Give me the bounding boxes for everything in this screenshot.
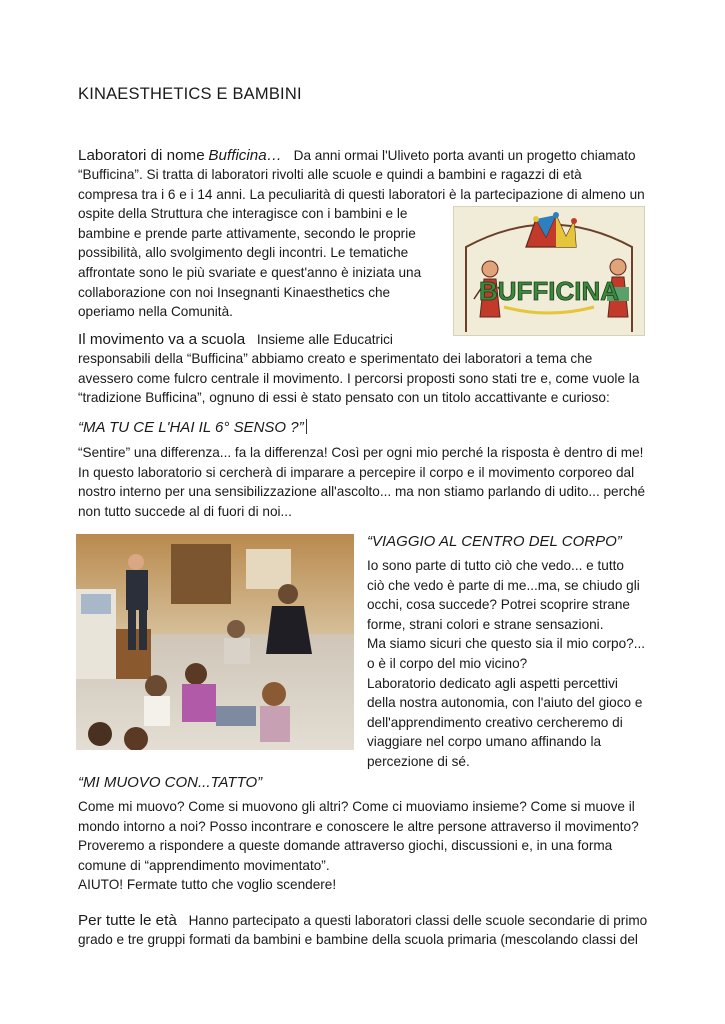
sec5-line: Proveremo a rispondere a queste domande attraverso giochi, discussioni e, in una forma	[78, 838, 613, 854]
sec1-line: operiamo nella Comunità.	[78, 304, 233, 320]
text-cursor	[306, 419, 307, 434]
bufficina-logo-image	[453, 206, 645, 336]
sec5-line: Come mi muovo? Come si muovono gli altri? Come ci muoviamo insieme? Come si muove il	[78, 799, 635, 814]
sec1-lead: Laboratori di nome	[78, 147, 205, 164]
sec3-paragraph	[78, 443, 658, 521]
sec1-line: bambine e prende parte attivamente, secondo le proprie	[78, 225, 416, 241]
sec3-line: non tutto succede al di fuori di noi...	[78, 503, 292, 519]
sec4-line: dell'apprendimento creativo cercheremo di	[367, 714, 623, 730]
sec4-line: Laboratorio dedicato agli aspetti percettivi	[367, 675, 618, 691]
sec4-line: ciò che vedo è parte di me...ma, se chiudo gli	[367, 577, 640, 593]
sec5-line: mondo intorno a noi? Posso incontrare e conoscere le altre persone attraverso il movimento?	[78, 818, 639, 834]
sec4-line: viaggiare nel corpo umano affinando la	[367, 734, 602, 750]
sec4-line: forme, strani colori e strane sensazioni.	[367, 616, 604, 632]
logo-text: BUFFICINA	[478, 276, 620, 306]
classroom-photo	[76, 534, 354, 750]
sec1-line: possibilità, allo svolgimento degli incontri. Le tematiche	[78, 245, 409, 261]
sec6-lead: Per tutte le età	[78, 912, 177, 929]
sec2-line: avessero come fulcro centrale il movimento. I percorsi proposti sono stati tre e, come vuole la	[78, 370, 640, 386]
sec2-paragraph	[78, 349, 658, 408]
sec3-heading-text: “MA TU CE L'HAI IL 6° SENSO ?”	[78, 419, 304, 436]
sec2-lead: Il movimento va a scuola	[78, 331, 246, 348]
sec2-line-text-0: Insieme alle Educatrici	[256, 332, 393, 347]
sec1-line: “Bufficina”. Si tratta di laboratori rivolti alle scuole e quindi a bambini e ragazzi di età	[78, 167, 582, 182]
sec1-line: affrontate sono le più svariate e quest'anno è iniziata una	[78, 264, 422, 280]
sec4-line: occhi, cosa succede? Potrei scoprire strane	[367, 597, 630, 613]
sec1-line: compresa tra i 6 e i 14 anni. La peculiarità di questi laboratori è la partecipazione di almeno un	[78, 186, 645, 202]
sec4-line: della nostra autonomia, con l'aiuto del gioco e	[367, 695, 643, 711]
sec4-line: Ma siamo sicuri che questo sia il mio corpo?...	[367, 636, 646, 652]
sec4-paragraph	[367, 556, 657, 772]
sec1-line: collaborazione con noi Insegnanti Kinaesthetics che	[78, 284, 391, 300]
sec5-line: AIUTO! Fermate tutto che voglio scendere!	[78, 877, 337, 893]
sec5-heading: “MI MUOVO CON...TATTO”	[78, 774, 263, 791]
sec5-paragraph	[78, 797, 658, 895]
sec6-line-text-0: Hanno partecipato a questi laboratori classi delle scuole secondarie di primo	[188, 913, 648, 928]
sec2-line-0	[78, 330, 393, 350]
sec2-line: “tradizione Bufficina”, ognuno di essi è stato pensato con un titolo accattivante e curioso:	[78, 390, 610, 406]
sec6-line-0	[78, 911, 647, 931]
sec3-line: nostro interno per una sensibilizzazione all'ascolto... ma non stiamo parlando di udito... perché	[78, 484, 646, 500]
classroom-photo-drawing	[76, 534, 354, 750]
sec1-line-text-0: Da anni ormai l'Uliveto porta avanti un progetto chiamato	[293, 148, 636, 163]
sec3-line: In questo laboratorio si cercherà di imparare a percepire il corpo e il movimento corporeo dal	[78, 464, 635, 480]
sec5-line: comune di “apprendimento movimentato”.	[78, 857, 330, 873]
page-title: KINAESTHETICS E BAMBINI	[78, 85, 302, 103]
sec1-line: ospite della Struttura che interagisce con i bambini e le	[78, 206, 408, 222]
sec6-paragraph	[78, 930, 658, 950]
logo-drawing	[454, 207, 644, 335]
sec4-heading: “VIAGGIO AL CENTRO DEL CORPO”	[367, 533, 622, 550]
sec3-line: “Sentire” una differenza... fa la differenza! Così per ogni mio perché la risposta è dentro di me!	[78, 445, 644, 460]
sec2-line: responsabili della “Bufficina” abbiamo creato e sperimentato dei laboratori a tema che	[78, 351, 593, 366]
sec3-heading	[78, 419, 307, 436]
sec1-line-0	[78, 146, 636, 166]
sec6-line: grado e tre gruppi formati da bambini e bambine della scuola primaria (mescolando classi del	[78, 932, 638, 947]
sec4-line: percezione di sé.	[367, 753, 470, 769]
sec4-line: o è il corpo del mio vicino?	[367, 655, 528, 671]
sec1-lead-italic: Bufficina…	[208, 147, 282, 164]
sec4-line: Io sono parte di tutto ciò che vedo... e tutto	[367, 558, 624, 573]
